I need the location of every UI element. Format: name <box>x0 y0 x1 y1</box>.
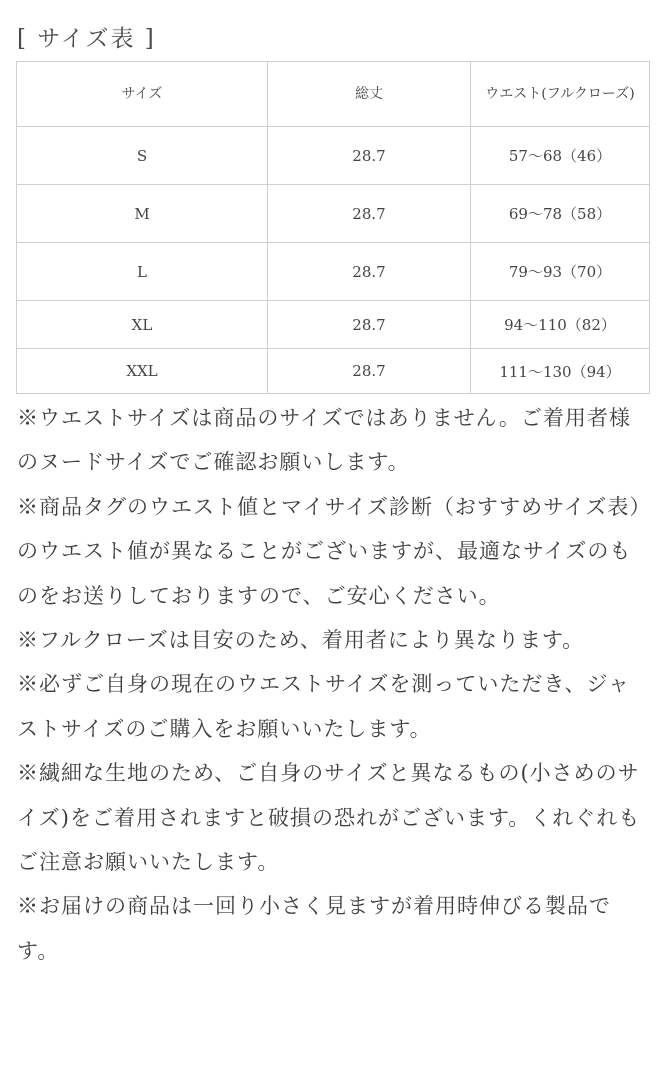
table-row <box>17 127 650 185</box>
cell-waist: 111〜130（94） <box>471 349 650 394</box>
note-measure-waist: ※必ずご自身の現在のウエストサイズを測っていただき、ジャストサイズのご購入をお願いいたします。 <box>17 672 631 741</box>
header-size: サイズ <box>17 62 268 127</box>
note-full-close: ※フルクローズは目安のため、着用者により異なります。 <box>17 628 585 653</box>
cell-length: 28.7 <box>268 301 471 349</box>
notes <box>17 396 647 973</box>
cell-size: M <box>17 185 268 243</box>
note-stretch: ※お届けの商品は一回り小さく見ますが着用時伸びる製品です。 <box>17 894 611 963</box>
table-row <box>17 349 650 394</box>
cell-size: XXL <box>17 349 268 394</box>
cell-waist: 69〜78（58） <box>471 185 650 243</box>
cell-waist: 94〜110（82） <box>471 301 650 349</box>
cell-waist: 79〜93（70） <box>471 243 650 301</box>
cell-size: L <box>17 243 268 301</box>
table-row <box>17 243 650 301</box>
table-row <box>17 185 650 243</box>
note-delicate-fabric: ※繊細な生地のため、ご自身のサイズと異なるもの(小さめのサイズ)をご着用されますと破損の恐れがございます。くれぐれもご注意お願いいたします。 <box>17 761 641 875</box>
cell-length: 28.7 <box>268 185 471 243</box>
cell-waist: 57〜68（46） <box>471 127 650 185</box>
table-header-row <box>17 62 650 127</box>
page-title: [ サイズ表 ] <box>17 26 156 52</box>
table-row <box>17 301 650 349</box>
header-waist: ウエスト(フルクローズ) <box>471 62 650 127</box>
cell-length: 28.7 <box>268 127 471 185</box>
header-length: 総丈 <box>268 62 471 127</box>
cell-length: 28.7 <box>268 243 471 301</box>
note-waist-nude-size: ※ウエストサイズは商品のサイズではありません。ご着用者様のヌードサイズでご確認お願いします。 <box>17 406 631 475</box>
note-tag-vs-diagnosis: ※商品タグのウエスト値とマイサイズ診断（おすすめサイズ表）のウエスト値が異なることがございますが、最適なサイズのものをお送りしておりますので、ご安心ください。 <box>17 494 641 608</box>
cell-size: S <box>17 127 268 185</box>
cell-length: 28.7 <box>268 349 471 394</box>
size-table <box>16 61 650 394</box>
cell-size: XL <box>17 301 268 349</box>
